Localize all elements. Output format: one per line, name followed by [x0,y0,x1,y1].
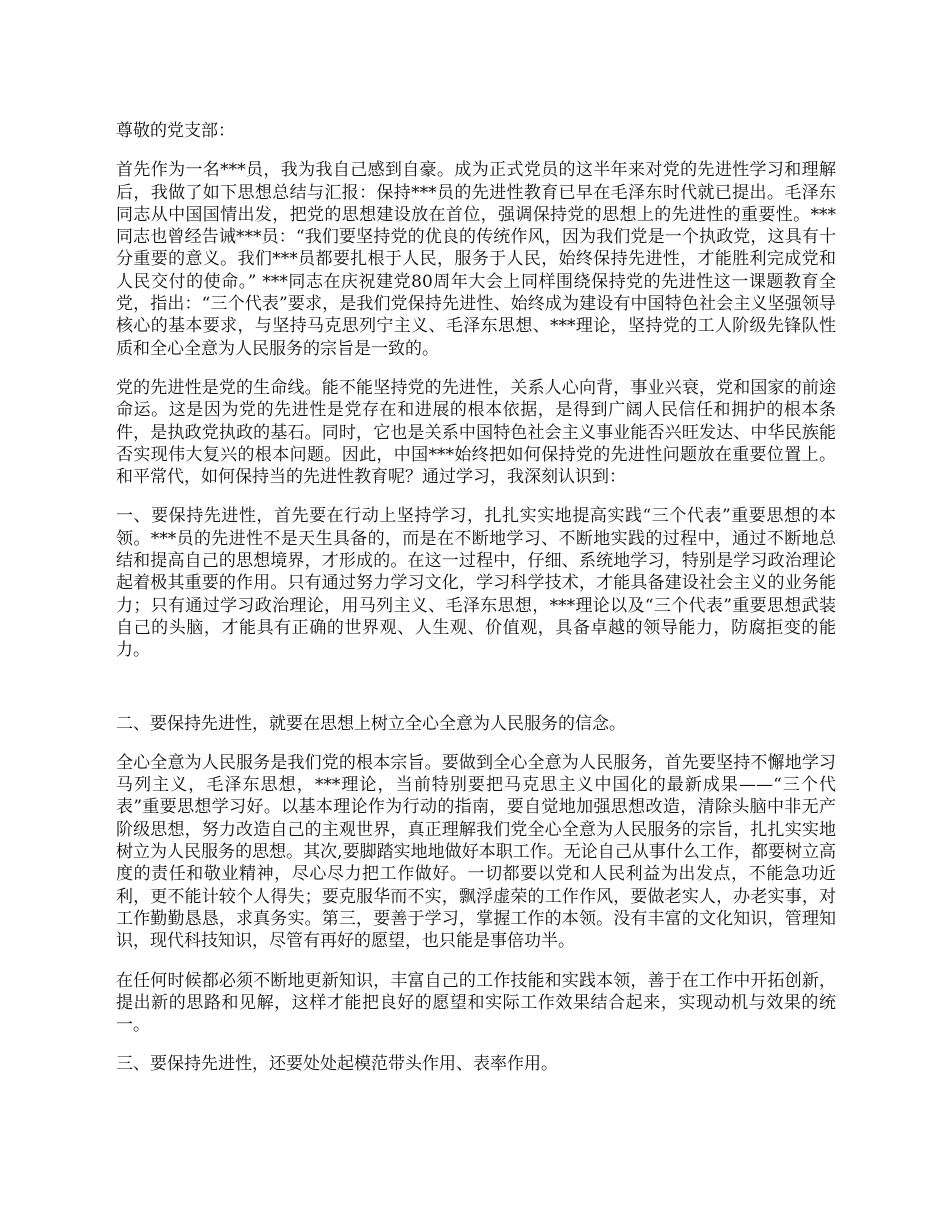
paragraph-intro: 首先作为一名***员，我为我自己感到自豪。成为正式党员的这半年来对党的先进性学习和理解后，我做了如下思想总结与汇报：保持***员的先进性教育已早在毛泽东时代就已提出。毛泽东同志从中国国情出发，把党的思想建设放在首位，强调保持党的思想上的先进性的重要性。***同志也曾经告诫***员：“我们要坚持党的优良的传统作风，因为我们党是一个执政党，这具有十分重要的意义。我们***员都要扎根于人民，服务于人民，始终保持先进性，才能胜利完成党和人民交付的使命。” ***同志在庆祝建党80周年大会上同样围绕保持党的先进性这一课题教育全党，指出：“三个代表”要求，是我们党保持先进性、始终成为建设有中国特色社会主义坚强领导核心的基本要求，与坚持马克思列宁主义、毛泽东思想、***理论，坚持党的工人阶级先锋队性质和全心全意为人民服务的宗旨是一致的。 [116,160,836,359]
heading-point-two: 二、要保持先进性，就要在思想上树立全心全意为人民服务的信念。 [116,713,626,734]
paragraph-point-one: 一、要保持先进性，首先要在行动上坚持学习，扎扎实实地提高实践“三个代表”重要思想的本领。***员的先进性不是天生具备的，而是在不断地学习、不断地实践的过程中，通过不断地总结和提高自己的思想境界，才形成的。在这一过程中，仔细、系统地学习，特别是学习政治理论起着极其重要的作用。只有通过努力学习文化，学习科学技术，才能具备建设社会主义的业务能力；只有通过学习政治理论，用马列主义、毛泽东思想，***理论以及“三个代表”重要思想武装自己的头脑，才能具有正确的世界观、人生观、价值观，具备卓越的领导能力，防腐拒变的能力。 [116,506,836,661]
paragraph-point-two-body: 全心全意为人民服务是我们党的根本宗旨。要做到全心全意为人民服务，首先要坚持不懈地学习马列主义，毛泽东思想，***理论，当前特别要把马克思主义中国化的最新成果——“三个代表”重要思想学习好。以基本理论作为行动的指南，要自觉地加强思想改造，清除头脑中非无产阶级思想，努力改造自己的主观世界，真正理解我们党全心全意为人民服务的宗旨，扎扎实实地树立为人民服务的思想。其次,要脚踏实地地做好本职工作。无论自己从事什么工作，都要树立高度的责任和敬业精神，尽心尽力把工作做好。一切都要以党和人民利益为出发点，不能急功近利，更不能计较个人得失；要克服华而不实，飘浮虚荣的工作作风，要做老实人，办老实事，对工作勤勤恳恳，求真务实。第三，要善于学习，掌握工作的本领。没有丰富的文化知识，管理知识，现代科技知识，尽管有再好的愿望，也只能是事倍功半。 [116,752,836,952]
paragraph-lifeline: 党的先进性是党的生命线。能不能坚持党的先进性，关系人心向背，事业兴衰，党和国家的前途命运。这是因为党的先进性是党存在和进展的根本依据，是得到广阔人民信任和拥护的根本条件，是执政党执政的基石。同时，它也是关系中国特色社会主义事业能否兴旺发达、中华民族能否实现伟大复兴的根本问题。因此，中国***始终把如何保持党的先进性问题放在重要位置上。和平常代，如何保持当的先进性教育呢？通过学习，我深刻认识到： [116,377,836,488]
salutation: 尊敬的党支部： [116,121,235,141]
document-body [116,120,836,1093]
paragraph-spacer [116,679,836,713]
paragraph-update-knowledge: 在任何时候都必须不断地更新知识，丰富自己的工作技能和实践本领，善于在工作中开拓创新，提出新的思路和见解，这样才能把良好的愿望和实际工作效果结合起来，实现动机与效果的统一。 [116,970,836,1036]
heading-point-three: 三、要保持先进性，还要处处起模范带头作用、表率作用。 [116,1054,558,1075]
